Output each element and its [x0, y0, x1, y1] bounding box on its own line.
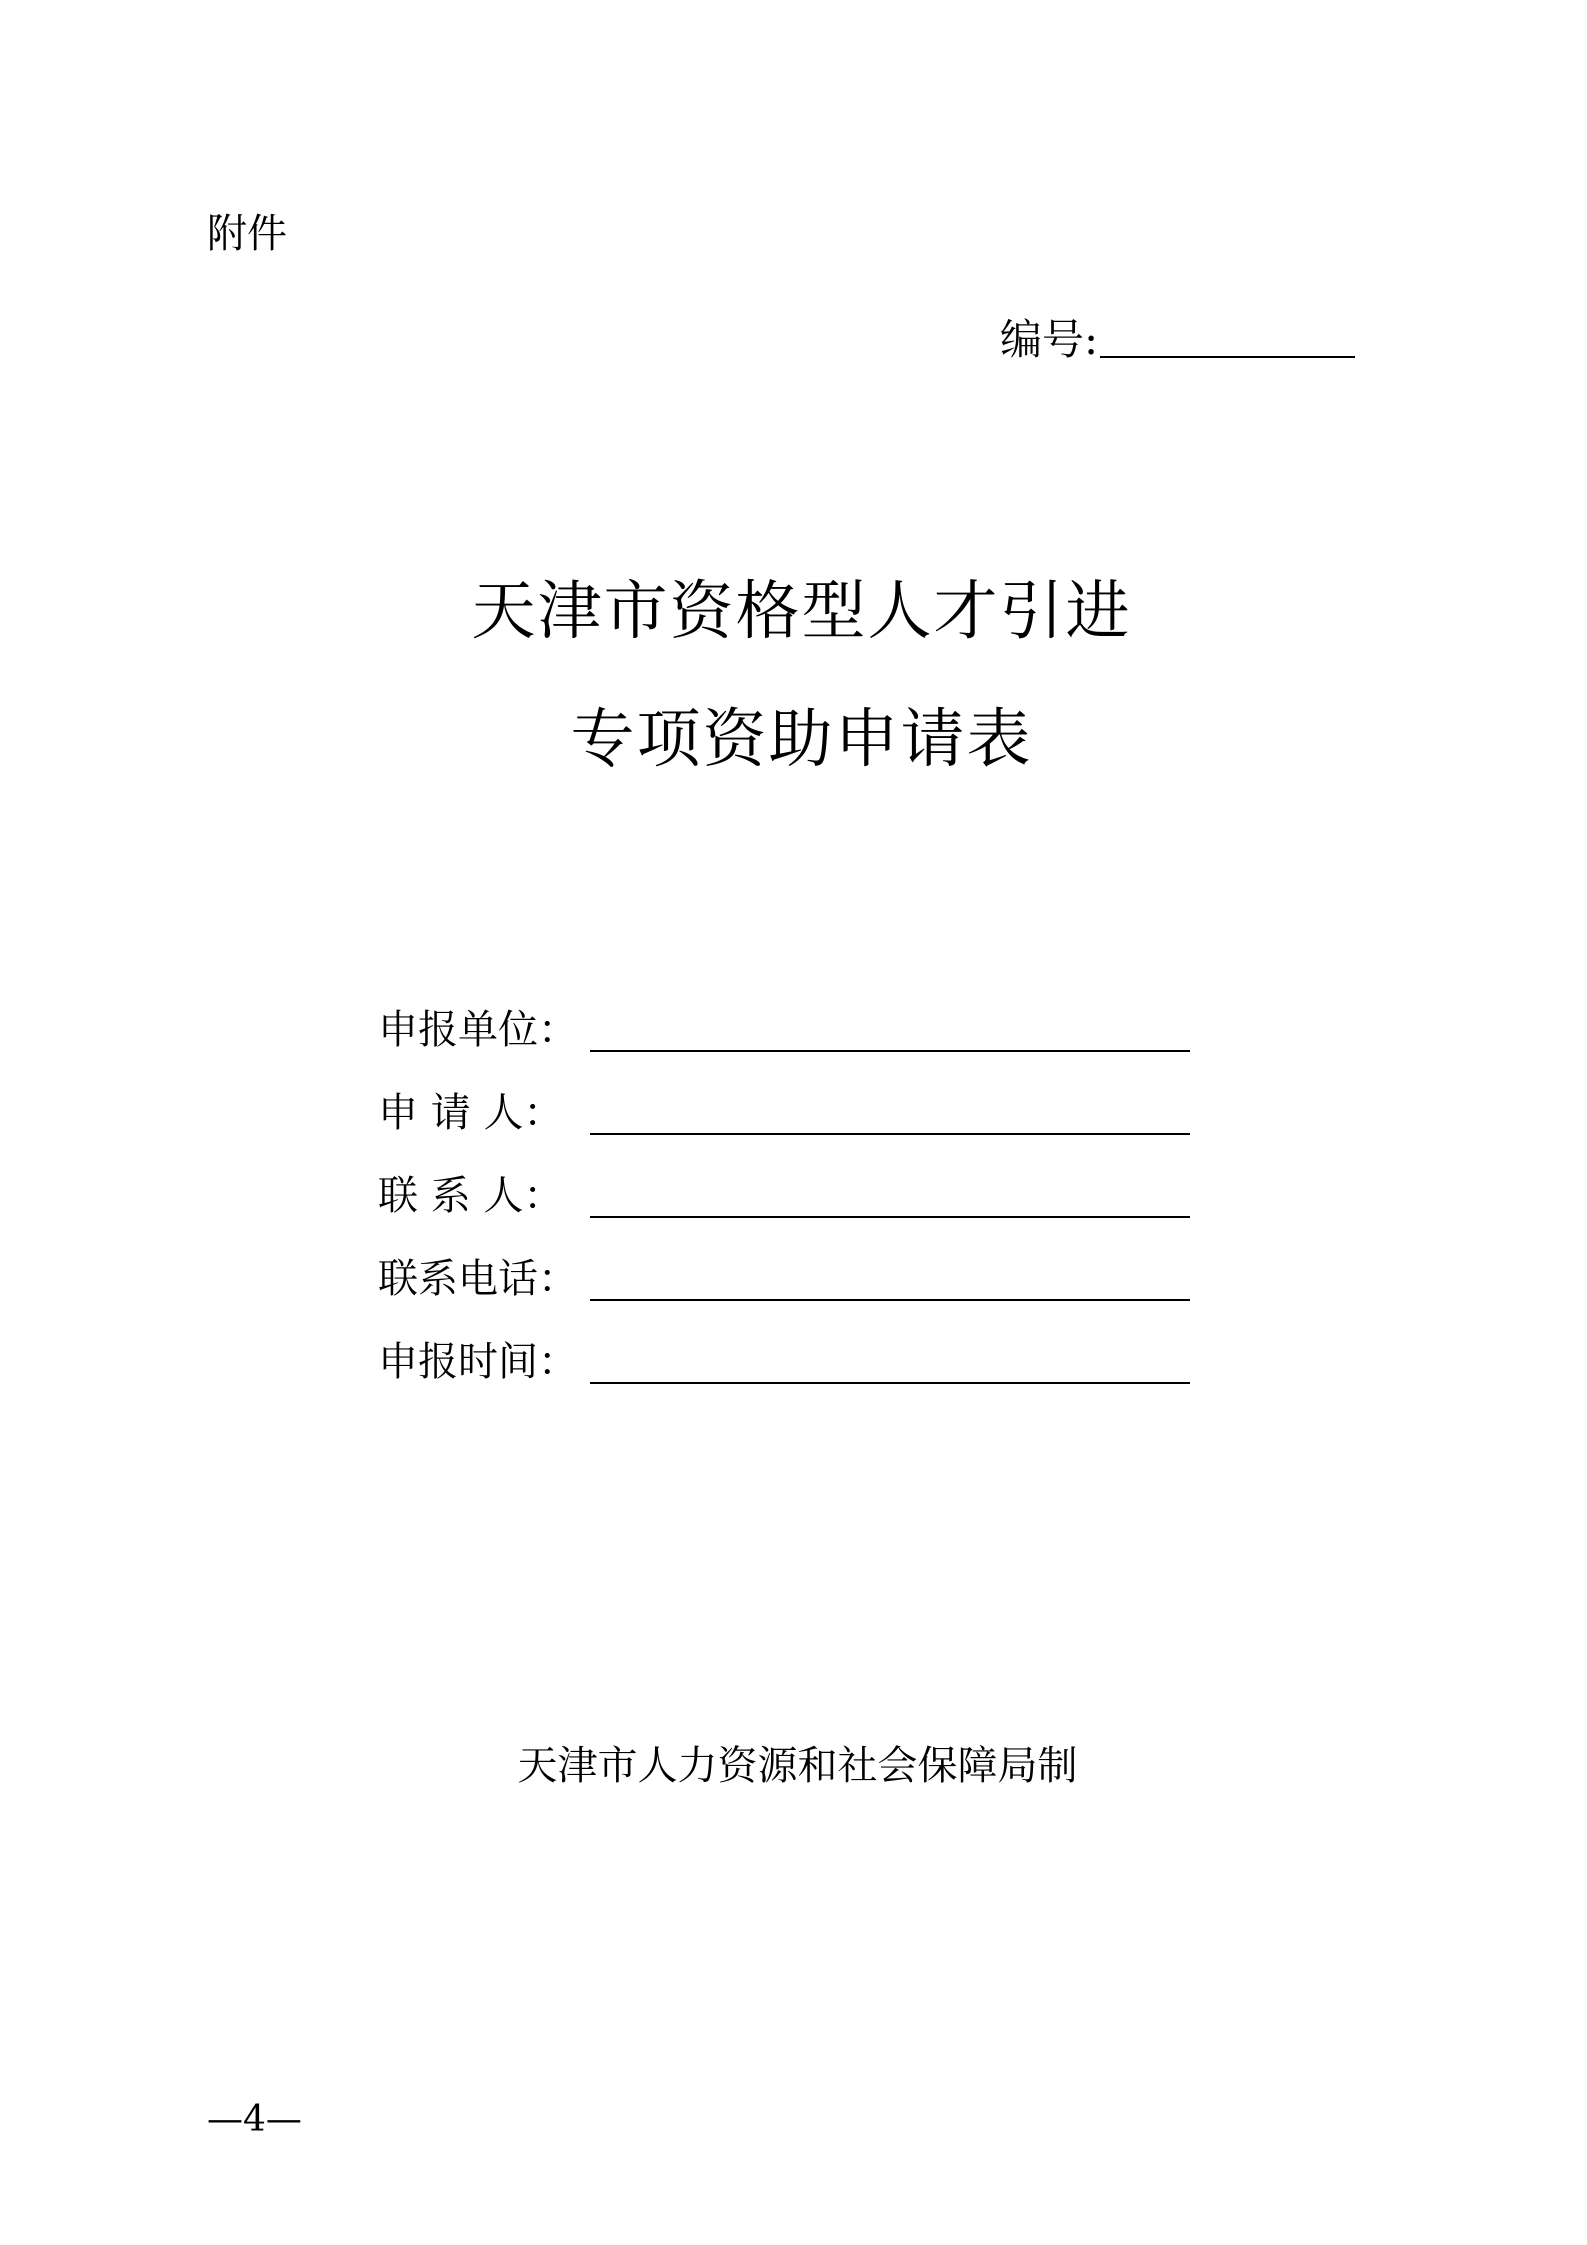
form-row-reporting-unit — [378, 975, 1190, 1058]
document-title-line-1: 天津市资格型人才引进 — [471, 575, 1132, 649]
page-number: —4— — [207, 2099, 302, 2140]
form-row-reporting-time — [378, 1307, 1190, 1390]
form-field-reporting-unit[interactable] — [590, 1050, 1190, 1052]
form-label-applicant: 申 请 人： — [378, 1090, 564, 1136]
application-info-form — [378, 975, 1190, 1390]
document-number-field[interactable] — [1100, 356, 1355, 358]
document-title-line-2: 专项资助申请表 — [570, 703, 1033, 777]
issuing-organization: 天津市人力资源和社会保障局制 — [517, 1743, 1078, 1789]
form-label-reporting-unit: 申报单位： — [378, 1007, 578, 1053]
form-label-reporting-time: 申报时间： — [378, 1339, 578, 1385]
document-number-row — [1000, 312, 1355, 368]
form-label-contact-person: 联 系 人： — [378, 1173, 564, 1219]
attachment-label: 附件 — [207, 211, 287, 257]
form-label-contact-phone: 联系电话： — [378, 1256, 578, 1302]
form-field-contact-person[interactable] — [590, 1216, 1190, 1218]
form-field-contact-phone[interactable] — [590, 1299, 1190, 1301]
form-field-applicant[interactable] — [590, 1133, 1190, 1135]
form-row-applicant — [378, 1058, 1190, 1141]
form-field-reporting-time[interactable] — [590, 1382, 1190, 1384]
form-row-contact-phone — [378, 1224, 1190, 1307]
form-row-contact-person — [378, 1141, 1190, 1224]
document-number-label: 编号: — [1000, 315, 1099, 364]
